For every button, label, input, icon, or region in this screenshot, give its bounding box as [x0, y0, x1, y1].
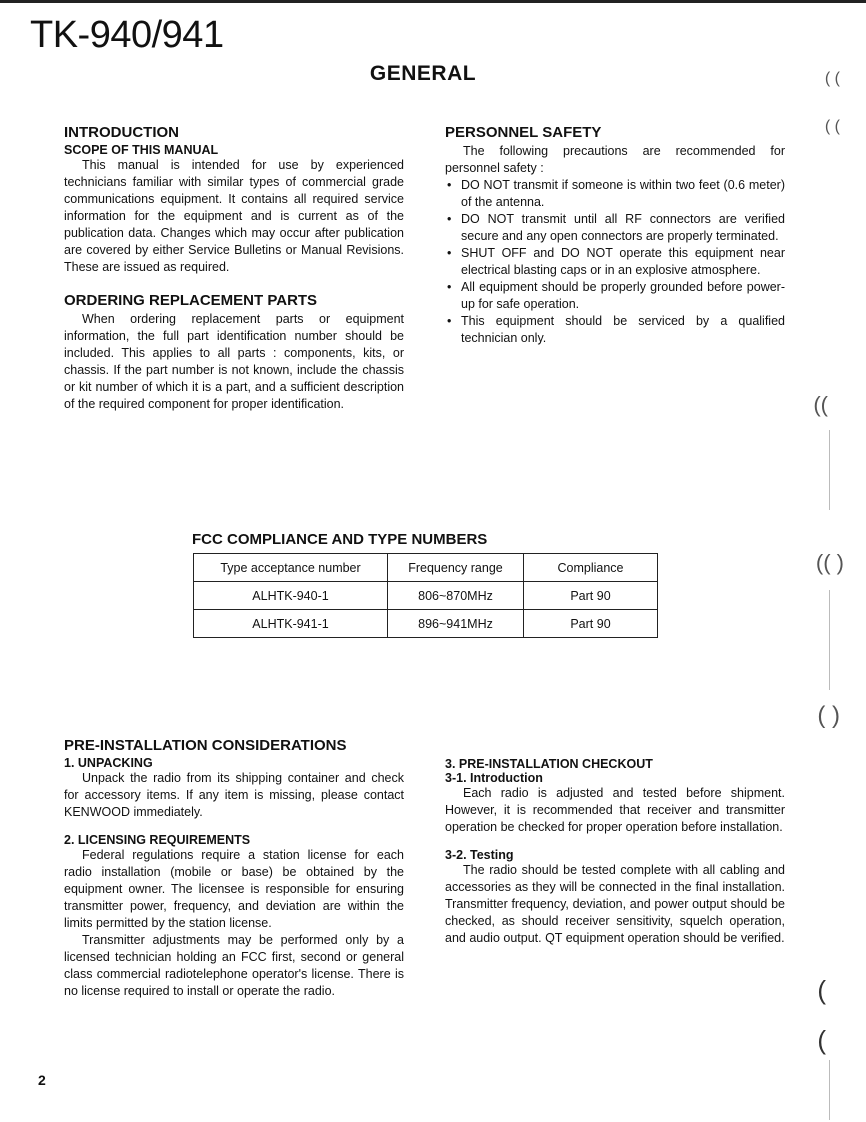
- fcc-cell: ALHTK-940-1: [194, 582, 388, 610]
- safety-item: • DO NOT transmit until all RF connectors are verified secure and any open connectors are properly terminated.: [445, 211, 785, 245]
- top-rule: [0, 0, 866, 3]
- introduction-subheading: 3-1. Introduction: [445, 771, 543, 785]
- table-row: [194, 582, 658, 610]
- personnel-safety-section: [445, 124, 785, 347]
- safety-item: • DO NOT transmit if someone is within two feet (0.6 meter) of the antenna.: [445, 177, 785, 211]
- scan-edge-line: [829, 430, 830, 510]
- safety-list: [445, 177, 785, 347]
- section-title: GENERAL: [369, 62, 477, 85]
- scan-edge-line: [829, 590, 830, 690]
- binding-hole-mark: ( (: [824, 70, 840, 87]
- pre-installation-section: [64, 737, 404, 1000]
- testing-text: The radio should be tested complete with all cabling and accessories as they will be connected in the final installation. Transmitter frequency, deviation, and power output should be checked, as should receiver sensitivity, squelch operation, and audio output. QT equipment operation should be verified.: [445, 863, 785, 945]
- binding-hole-mark: ( (: [824, 118, 840, 135]
- page-number: 2: [38, 1072, 46, 1088]
- scope-heading: SCOPE OF THIS MANUAL: [64, 143, 219, 157]
- testing-subheading: 3-2. Testing: [445, 848, 514, 862]
- unpacking-text: Unpack the radio from its shipping container and check for accessory items. If any item is missing, please contact KENWOOD immediately.: [64, 771, 404, 819]
- checkout-heading: 3. PRE-INSTALLATION CHECKOUT: [445, 757, 653, 771]
- introduction-section: [64, 124, 404, 413]
- fcc-cell: 806~870MHz: [388, 582, 524, 610]
- fcc-table: [193, 553, 658, 638]
- fcc-col-header: Compliance: [524, 554, 658, 582]
- binding-hole-mark: (( ): [815, 550, 844, 575]
- fcc-cell: ALHTK-941-1: [194, 610, 388, 638]
- binding-hole-mark: ((: [813, 392, 828, 417]
- safety-heading: PERSONNEL SAFETY: [445, 124, 602, 141]
- checkout-section: [445, 757, 785, 947]
- safety-intro: The following precautions are recommended for personnel safety :: [445, 144, 785, 175]
- preinstall-heading: PRE-INSTALLATION CONSIDERATIONS: [64, 737, 347, 754]
- licensing-text: Transmitter adjustments may be performed only by a licensed technician holding an FCC first, second or general class commercial radiotelephone operator's license. There is no license required to install or operate the radio.: [64, 933, 404, 998]
- unpacking-heading: 1. UNPACKING: [64, 756, 153, 770]
- fcc-cell: Part 90: [524, 582, 658, 610]
- safety-item: • This equipment should be serviced by a qualified technician only.: [445, 313, 785, 347]
- fcc-cell: 896~941MHz: [388, 610, 524, 638]
- table-row: [194, 610, 658, 638]
- fcc-header-row: [194, 554, 658, 582]
- fcc-col-header: Type acceptance number: [194, 554, 388, 582]
- binding-hole-mark: (: [817, 975, 826, 1005]
- introduction-heading: INTRODUCTION: [64, 124, 179, 141]
- model-title: TK-940/941: [30, 14, 224, 56]
- fcc-cell: Part 90: [524, 610, 658, 638]
- checkout-intro-text: Each radio is adjusted and tested before shipment. However, it is recommended that receiver and transmitter operation be checked for proper operation before installation.: [445, 786, 785, 834]
- ordering-text: When ordering replacement parts or equipment information, the full part identification number should be included. This applies to all parts : components, kits, or chassis. If the part number is not known, include the chassis or kit number of which it is a part, and a sufficient description of the required component for proper identification.: [64, 312, 404, 411]
- ordering-heading: ORDERING REPLACEMENT PARTS: [64, 292, 318, 309]
- fcc-heading: FCC COMPLIANCE AND TYPE NUMBERS: [192, 531, 488, 548]
- binding-hole-mark: (: [817, 1025, 826, 1055]
- licensing-text: Federal regulations require a station license for each radio installation (mobile or base) be obtained by the equipment owner. The licensee is responsible for ensuring transmitter power, frequency, and deviation are within the limits permitted by the station license.: [64, 848, 404, 930]
- binding-hole-mark: ( ): [817, 702, 840, 729]
- safety-item: • SHUT OFF and DO NOT operate this equipment near electrical blasting caps or in an explosive atmosphere.: [445, 245, 785, 279]
- licensing-heading: 2. LICENSING REQUIREMENTS: [64, 833, 251, 847]
- scope-text: This manual is intended for use by experienced technicians familiar with similar types of commercial grade communications equipment. It contains all required service information for the equipment and is current as of the publication data. Changes which may occur after publication are covered by either Service Bulletins or Manual Revisions. These are issued as required.: [64, 158, 404, 274]
- safety-item: • All equipment should be properly grounded before power-up for safe operation.: [445, 279, 785, 313]
- scan-edge-line: [829, 1060, 830, 1120]
- fcc-col-header: Frequency range: [388, 554, 524, 582]
